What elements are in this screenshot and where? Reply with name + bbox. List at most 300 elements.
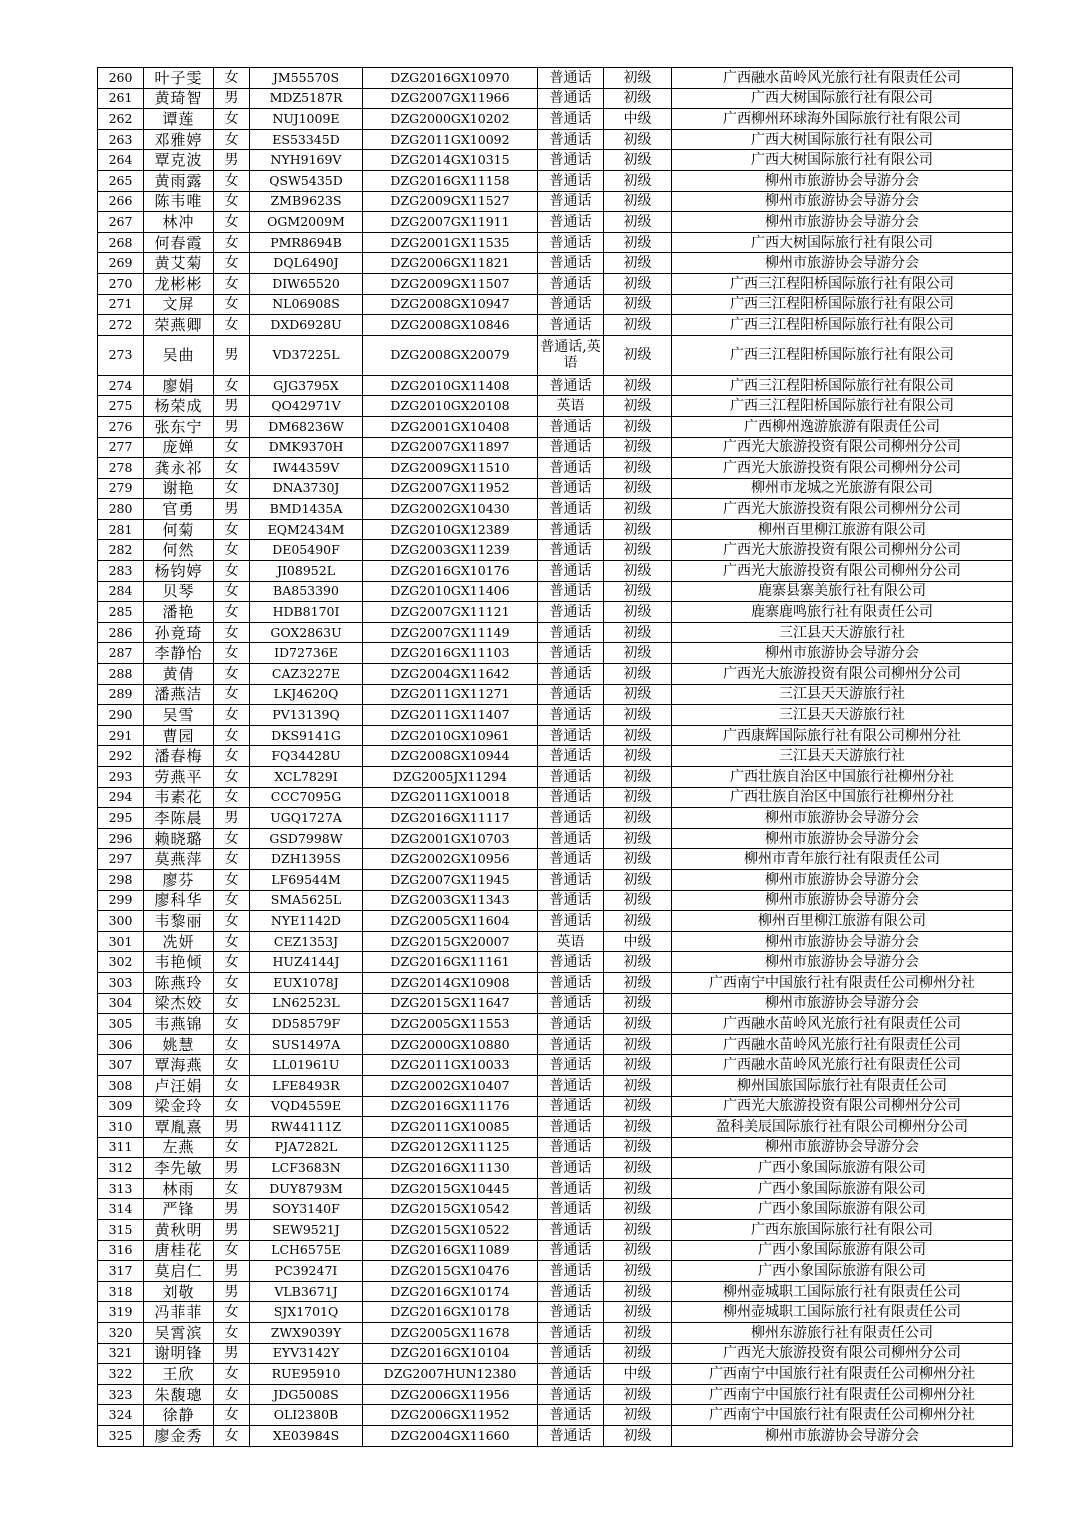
- gender-cell: 女: [214, 1364, 250, 1385]
- gender-cell: 男: [214, 416, 250, 437]
- row-number-cell: 306: [98, 1034, 144, 1055]
- level-cell: 初级: [604, 808, 672, 829]
- certificate-number-cell: DZG2016GX10970: [363, 68, 538, 89]
- gender-cell: 女: [214, 1405, 250, 1426]
- language-cell: 普通话: [538, 705, 604, 726]
- certificate-number-cell: DZG2001GX10703: [363, 828, 538, 849]
- gender-cell: 女: [214, 1034, 250, 1055]
- guide-card-number-cell: RUE95910: [250, 1364, 363, 1385]
- agency-cell: 柳州市旅游协会导游分会: [672, 808, 1013, 829]
- language-cell: 普通话: [538, 787, 604, 808]
- certificate-number-cell: DZG2011GX11407: [363, 705, 538, 726]
- guide-name-cell: 严锋: [144, 1199, 214, 1220]
- guide-name-cell: 张东宁: [144, 416, 214, 437]
- level-cell: 初级: [604, 212, 672, 233]
- guide-card-number-cell: HDB8170I: [250, 602, 363, 623]
- guide-name-cell: 潘春梅: [144, 746, 214, 767]
- level-cell: 初级: [604, 294, 672, 315]
- certificate-number-cell: DZG2016GX10176: [363, 561, 538, 582]
- guide-card-number-cell: OLI2380B: [250, 1405, 363, 1426]
- agency-cell: 广西三江程阳桥国际旅行社有限公司: [672, 315, 1013, 336]
- guide-card-number-cell: JM55570S: [250, 68, 363, 89]
- language-cell: 普通话: [538, 1405, 604, 1426]
- certificate-number-cell: DZG2015GX10445: [363, 1178, 538, 1199]
- certificate-number-cell: DZG2000GX10202: [363, 109, 538, 130]
- guide-card-number-cell: NL06908S: [250, 294, 363, 315]
- guide-name-cell: 廖芬: [144, 869, 214, 890]
- guide-name-cell: 官勇: [144, 499, 214, 520]
- level-cell: 初级: [604, 68, 672, 89]
- level-cell: 初级: [604, 1323, 672, 1344]
- guide-card-number-cell: VQD4559E: [250, 1096, 363, 1117]
- gender-cell: 女: [214, 1178, 250, 1199]
- language-cell: 普通话: [538, 294, 604, 315]
- table-row: [98, 499, 1013, 520]
- row-number-cell: 294: [98, 787, 144, 808]
- guide-name-cell: 潘燕洁: [144, 684, 214, 705]
- agency-cell: 广西光大旅游投资有限公司柳州分公司: [672, 458, 1013, 479]
- table-row: [98, 437, 1013, 458]
- guide-name-cell: 梁金玲: [144, 1096, 214, 1117]
- agency-cell: 广西南宁中国旅行社有限责任公司柳州分社: [672, 1384, 1013, 1405]
- level-cell: 初级: [604, 869, 672, 890]
- level-cell: 初级: [604, 335, 672, 375]
- guide-name-cell: 刘敬: [144, 1281, 214, 1302]
- language-cell: 普通话: [538, 150, 604, 171]
- certificate-number-cell: DZG2006GX11952: [363, 1405, 538, 1426]
- language-cell: 普通话: [538, 253, 604, 274]
- table-row: [98, 952, 1013, 973]
- guide-name-cell: 王欣: [144, 1364, 214, 1385]
- agency-cell: 广西柳州环球海外国际旅行社有限公司: [672, 109, 1013, 130]
- gender-cell: 女: [214, 540, 250, 561]
- guide-card-number-cell: DNA3730J: [250, 478, 363, 499]
- guide-card-number-cell: JI08952L: [250, 561, 363, 582]
- table-row: [98, 1343, 1013, 1364]
- table-row: [98, 1034, 1013, 1055]
- certificate-number-cell: DZG2006GX11956: [363, 1384, 538, 1405]
- language-cell: 英语: [538, 396, 604, 417]
- agency-cell: 广西小象国际旅游有限公司: [672, 1261, 1013, 1282]
- level-cell: 初级: [604, 890, 672, 911]
- certificate-number-cell: DZG2007GX11121: [363, 602, 538, 623]
- table-row: [98, 335, 1013, 375]
- certificate-number-cell: DZG2007GX11897: [363, 437, 538, 458]
- certificate-number-cell: DZG2005GX11678: [363, 1323, 538, 1344]
- agency-cell: 柳州百里柳江旅游有限公司: [672, 519, 1013, 540]
- certificate-number-cell: DZG2015GX10522: [363, 1220, 538, 1241]
- guide-card-number-cell: UGQ1727A: [250, 808, 363, 829]
- gender-cell: 女: [214, 232, 250, 253]
- level-cell: 初级: [604, 232, 672, 253]
- certificate-number-cell: DZG2008GX10846: [363, 315, 538, 336]
- agency-cell: 柳州市旅游协会导游分会: [672, 869, 1013, 890]
- table-row: [98, 1426, 1013, 1447]
- level-cell: 初级: [604, 1034, 672, 1055]
- certificate-number-cell: DZG2002GX10956: [363, 849, 538, 870]
- certificate-number-cell: DZG2005JX11294: [363, 767, 538, 788]
- gender-cell: 男: [214, 1220, 250, 1241]
- agency-cell: 柳州市旅游协会导游分会: [672, 890, 1013, 911]
- level-cell: 初级: [604, 911, 672, 932]
- guide-card-number-cell: GOX2863U: [250, 622, 363, 643]
- level-cell: 初级: [604, 643, 672, 664]
- table-row: [98, 150, 1013, 171]
- gender-cell: 女: [214, 725, 250, 746]
- table-row: [98, 1055, 1013, 1076]
- table-row: [98, 849, 1013, 870]
- guide-card-number-cell: SOY3140F: [250, 1199, 363, 1220]
- certificate-number-cell: DZG2002GX10430: [363, 499, 538, 520]
- row-number-cell: 282: [98, 540, 144, 561]
- certificate-number-cell: DZG2001GX11535: [363, 232, 538, 253]
- guide-name-cell: 唐桂花: [144, 1240, 214, 1261]
- certificate-number-cell: DZG2011GX10085: [363, 1117, 538, 1138]
- table-row: [98, 1323, 1013, 1344]
- guide-card-number-cell: DIW65520: [250, 273, 363, 294]
- level-cell: 初级: [604, 88, 672, 109]
- guide-card-number-cell: IW44359V: [250, 458, 363, 479]
- row-number-cell: 293: [98, 767, 144, 788]
- language-cell: 普通话: [538, 1343, 604, 1364]
- guide-name-cell: 韦素花: [144, 787, 214, 808]
- table-row: [98, 109, 1013, 130]
- gender-cell: 女: [214, 1302, 250, 1323]
- certificate-number-cell: DZG2008GX10944: [363, 746, 538, 767]
- guide-card-number-cell: XE03984S: [250, 1426, 363, 1447]
- guide-card-number-cell: PMR8694B: [250, 232, 363, 253]
- level-cell: 初级: [604, 437, 672, 458]
- language-cell: 普通话: [538, 561, 604, 582]
- row-number-cell: 284: [98, 581, 144, 602]
- row-number-cell: 324: [98, 1405, 144, 1426]
- gender-cell: 女: [214, 478, 250, 499]
- guide-card-number-cell: DUY8793M: [250, 1178, 363, 1199]
- row-number-cell: 270: [98, 273, 144, 294]
- table-row: [98, 1384, 1013, 1405]
- guide-name-cell: 覃克波: [144, 150, 214, 171]
- guide-name-cell: 黄雨露: [144, 170, 214, 191]
- table-row: [98, 767, 1013, 788]
- row-number-cell: 301: [98, 931, 144, 952]
- table-row: [98, 1158, 1013, 1179]
- guide-name-cell: 梁杰姣: [144, 993, 214, 1014]
- row-number-cell: 263: [98, 129, 144, 150]
- guide-name-cell: 何春霞: [144, 232, 214, 253]
- gender-cell: 女: [214, 1323, 250, 1344]
- language-cell: 普通话: [538, 808, 604, 829]
- agency-cell: 盈科美辰国际旅行社有限公司柳州分公司: [672, 1117, 1013, 1138]
- guide-name-cell: 覃胤熹: [144, 1117, 214, 1138]
- table-row: [98, 1281, 1013, 1302]
- language-cell: 普通话: [538, 581, 604, 602]
- table-row: [98, 315, 1013, 336]
- gender-cell: 女: [214, 1014, 250, 1035]
- gender-cell: 女: [214, 952, 250, 973]
- table-row: [98, 1240, 1013, 1261]
- row-number-cell: 275: [98, 396, 144, 417]
- language-cell: 英语: [538, 931, 604, 952]
- row-number-cell: 278: [98, 458, 144, 479]
- gender-cell: 男: [214, 808, 250, 829]
- certificate-number-cell: DZG2000GX10880: [363, 1034, 538, 1055]
- table-row: [98, 725, 1013, 746]
- language-cell: 普通话: [538, 725, 604, 746]
- row-number-cell: 283: [98, 561, 144, 582]
- certificate-number-cell: DZG2010GX10961: [363, 725, 538, 746]
- language-cell: 普通话: [538, 1075, 604, 1096]
- level-cell: 初级: [604, 993, 672, 1014]
- guide-card-number-cell: RW44111Z: [250, 1117, 363, 1138]
- language-cell: 普通话: [538, 1384, 604, 1405]
- gender-cell: 女: [214, 911, 250, 932]
- row-number-cell: 295: [98, 808, 144, 829]
- agency-cell: 广西南宁中国旅行社有限责任公司柳州分社: [672, 972, 1013, 993]
- gender-cell: 男: [214, 88, 250, 109]
- guide-card-number-cell: DM68236W: [250, 416, 363, 437]
- level-cell: 初级: [604, 1426, 672, 1447]
- table-row: [98, 1405, 1013, 1426]
- table-row: [98, 972, 1013, 993]
- certificate-number-cell: DZG2010GX11408: [363, 375, 538, 396]
- guide-name-cell: 韦艳倾: [144, 952, 214, 973]
- row-number-cell: 298: [98, 869, 144, 890]
- row-number-cell: 285: [98, 602, 144, 623]
- certificate-number-cell: DZG2014GX10315: [363, 150, 538, 171]
- gender-cell: 女: [214, 1075, 250, 1096]
- agency-cell: 柳州市旅游协会导游分会: [672, 952, 1013, 973]
- guide-card-number-cell: BMD1435A: [250, 499, 363, 520]
- guide-roster-table: [97, 67, 1013, 1447]
- language-cell: 普通话: [538, 315, 604, 336]
- language-cell: 普通话: [538, 664, 604, 685]
- certificate-number-cell: DZG2002GX10407: [363, 1075, 538, 1096]
- gender-cell: 女: [214, 129, 250, 150]
- table-row: [98, 1261, 1013, 1282]
- guide-name-cell: 莫燕萍: [144, 849, 214, 870]
- certificate-number-cell: DZG2016GX11158: [363, 170, 538, 191]
- table-row: [98, 1178, 1013, 1199]
- table-row: [98, 1137, 1013, 1158]
- table-row: [98, 88, 1013, 109]
- level-cell: 初级: [604, 952, 672, 973]
- language-cell: 普通话: [538, 1096, 604, 1117]
- language-cell: 普通话: [538, 519, 604, 540]
- gender-cell: 女: [214, 561, 250, 582]
- agency-cell: 柳州市旅游协会导游分会: [672, 931, 1013, 952]
- certificate-number-cell: DZG2016GX10174: [363, 1281, 538, 1302]
- row-number-cell: 290: [98, 705, 144, 726]
- guide-name-cell: 黄倩: [144, 664, 214, 685]
- level-cell: 初级: [604, 191, 672, 212]
- table-row: [98, 787, 1013, 808]
- level-cell: 初级: [604, 622, 672, 643]
- gender-cell: 女: [214, 519, 250, 540]
- table-row: [98, 478, 1013, 499]
- agency-cell: 广西光大旅游投资有限公司柳州分公司: [672, 664, 1013, 685]
- agency-cell: 柳州壶城职工国际旅行社有限责任公司: [672, 1281, 1013, 1302]
- row-number-cell: 300: [98, 911, 144, 932]
- level-cell: 中级: [604, 931, 672, 952]
- gender-cell: 女: [214, 849, 250, 870]
- gender-cell: 男: [214, 335, 250, 375]
- table-row: [98, 561, 1013, 582]
- gender-cell: 女: [214, 212, 250, 233]
- guide-card-number-cell: EYV3142Y: [250, 1343, 363, 1364]
- language-cell: 普通话: [538, 1014, 604, 1035]
- agency-cell: 柳州市龙城之光旅游有限公司: [672, 478, 1013, 499]
- table-row: [98, 705, 1013, 726]
- gender-cell: 女: [214, 746, 250, 767]
- level-cell: 初级: [604, 1281, 672, 1302]
- table-row: [98, 746, 1013, 767]
- guide-card-number-cell: VD37225L: [250, 335, 363, 375]
- table-row: [98, 458, 1013, 479]
- guide-name-cell: 谢艳: [144, 478, 214, 499]
- guide-card-number-cell: LL01961U: [250, 1055, 363, 1076]
- gender-cell: 女: [214, 581, 250, 602]
- gender-cell: 女: [214, 294, 250, 315]
- gender-cell: 女: [214, 437, 250, 458]
- guide-card-number-cell: HUZ4144J: [250, 952, 363, 973]
- certificate-number-cell: DZG2016GX11103: [363, 643, 538, 664]
- guide-card-number-cell: GJG3795X: [250, 375, 363, 396]
- row-number-cell: 304: [98, 993, 144, 1014]
- gender-cell: 男: [214, 150, 250, 171]
- table-row: [98, 416, 1013, 437]
- row-number-cell: 288: [98, 664, 144, 685]
- row-number-cell: 272: [98, 315, 144, 336]
- guide-name-cell: 谢明锋: [144, 1343, 214, 1364]
- level-cell: 初级: [604, 1220, 672, 1241]
- level-cell: 初级: [604, 684, 672, 705]
- table-row: [98, 643, 1013, 664]
- row-number-cell: 276: [98, 416, 144, 437]
- guide-card-number-cell: PC39247I: [250, 1261, 363, 1282]
- row-number-cell: 299: [98, 890, 144, 911]
- gender-cell: 女: [214, 1055, 250, 1076]
- guide-card-number-cell: DQL6490J: [250, 253, 363, 274]
- row-number-cell: 277: [98, 437, 144, 458]
- level-cell: 初级: [604, 540, 672, 561]
- agency-cell: 柳州市旅游协会导游分会: [672, 828, 1013, 849]
- certificate-number-cell: DZG2009GX11527: [363, 191, 538, 212]
- guide-card-number-cell: DXD6928U: [250, 315, 363, 336]
- agency-cell: 广西小象国际旅游有限公司: [672, 1199, 1013, 1220]
- guide-card-number-cell: PJA7282L: [250, 1137, 363, 1158]
- language-cell: 普通话: [538, 88, 604, 109]
- certificate-number-cell: DZG2004GX11660: [363, 1426, 538, 1447]
- row-number-cell: 287: [98, 643, 144, 664]
- guide-name-cell: 吴雪: [144, 705, 214, 726]
- table-row: [98, 664, 1013, 685]
- level-cell: 初级: [604, 1384, 672, 1405]
- guide-name-cell: 吴霄滨: [144, 1323, 214, 1344]
- row-number-cell: 265: [98, 170, 144, 191]
- level-cell: 初级: [604, 458, 672, 479]
- agency-cell: 广西融水苗岭风光旅行社有限责任公司: [672, 1055, 1013, 1076]
- row-number-cell: 305: [98, 1014, 144, 1035]
- row-number-cell: 269: [98, 253, 144, 274]
- row-number-cell: 271: [98, 294, 144, 315]
- level-cell: 初级: [604, 787, 672, 808]
- table-row: [98, 232, 1013, 253]
- language-cell: 普通话: [538, 416, 604, 437]
- level-cell: 中级: [604, 109, 672, 130]
- guide-name-cell: 曹园: [144, 725, 214, 746]
- row-number-cell: 266: [98, 191, 144, 212]
- certificate-number-cell: DZG2016GX11089: [363, 1240, 538, 1261]
- table-row: [98, 191, 1013, 212]
- table-row: [98, 931, 1013, 952]
- agency-cell: 三江县天天游旅行社: [672, 684, 1013, 705]
- certificate-number-cell: DZG2012GX11125: [363, 1137, 538, 1158]
- table-row: [98, 581, 1013, 602]
- level-cell: 初级: [604, 561, 672, 582]
- table-row: [98, 375, 1013, 396]
- guide-card-number-cell: SJX1701Q: [250, 1302, 363, 1323]
- row-number-cell: 317: [98, 1261, 144, 1282]
- gender-cell: 男: [214, 499, 250, 520]
- gender-cell: 女: [214, 664, 250, 685]
- language-cell: 普通话: [538, 437, 604, 458]
- guide-card-number-cell: BA853390: [250, 581, 363, 602]
- table-row: [98, 808, 1013, 829]
- certificate-number-cell: DZG2004GX11642: [363, 664, 538, 685]
- level-cell: 初级: [604, 478, 672, 499]
- certificate-number-cell: DZG2008GX20079: [363, 335, 538, 375]
- row-number-cell: 310: [98, 1117, 144, 1138]
- guide-name-cell: 龚永祁: [144, 458, 214, 479]
- gender-cell: 女: [214, 1426, 250, 1447]
- agency-cell: 广西三江程阳桥国际旅行社有限公司: [672, 375, 1013, 396]
- level-cell: 初级: [604, 767, 672, 788]
- agency-cell: 柳州壶城职工国际旅行社有限责任公司: [672, 1302, 1013, 1323]
- table-row: [98, 869, 1013, 890]
- language-cell: 普通话: [538, 972, 604, 993]
- language-cell: 普通话: [538, 170, 604, 191]
- agency-cell: 广西三江程阳桥国际旅行社有限公司: [672, 273, 1013, 294]
- guide-card-number-cell: ES53345D: [250, 129, 363, 150]
- level-cell: 初级: [604, 315, 672, 336]
- row-number-cell: 303: [98, 972, 144, 993]
- language-cell: 普通话,英语: [538, 335, 604, 375]
- gender-cell: 女: [214, 602, 250, 623]
- agency-cell: 柳州市旅游协会导游分会: [672, 1137, 1013, 1158]
- agency-cell: 广西光大旅游投资有限公司柳州分公司: [672, 1343, 1013, 1364]
- row-number-cell: 318: [98, 1281, 144, 1302]
- language-cell: 普通话: [538, 109, 604, 130]
- agency-cell: 柳州市青年旅行社有限责任公司: [672, 849, 1013, 870]
- guide-card-number-cell: FQ34428U: [250, 746, 363, 767]
- language-cell: 普通话: [538, 1240, 604, 1261]
- guide-name-cell: 韦燕锦: [144, 1014, 214, 1035]
- row-number-cell: 297: [98, 849, 144, 870]
- guide-name-cell: 潘艳: [144, 602, 214, 623]
- guide-card-number-cell: MDZ5187R: [250, 88, 363, 109]
- guide-card-number-cell: NUJ1009E: [250, 109, 363, 130]
- guide-card-number-cell: EQM2434M: [250, 519, 363, 540]
- guide-name-cell: 卢汪娟: [144, 1075, 214, 1096]
- level-cell: 初级: [604, 1014, 672, 1035]
- table-row: [98, 1096, 1013, 1117]
- row-number-cell: 312: [98, 1158, 144, 1179]
- guide-card-number-cell: NYH9169V: [250, 150, 363, 171]
- certificate-number-cell: DZG2010GX11406: [363, 581, 538, 602]
- level-cell: 初级: [604, 828, 672, 849]
- agency-cell: 柳州国旅国际旅行社有限责任公司: [672, 1075, 1013, 1096]
- guide-name-cell: 李陈晨: [144, 808, 214, 829]
